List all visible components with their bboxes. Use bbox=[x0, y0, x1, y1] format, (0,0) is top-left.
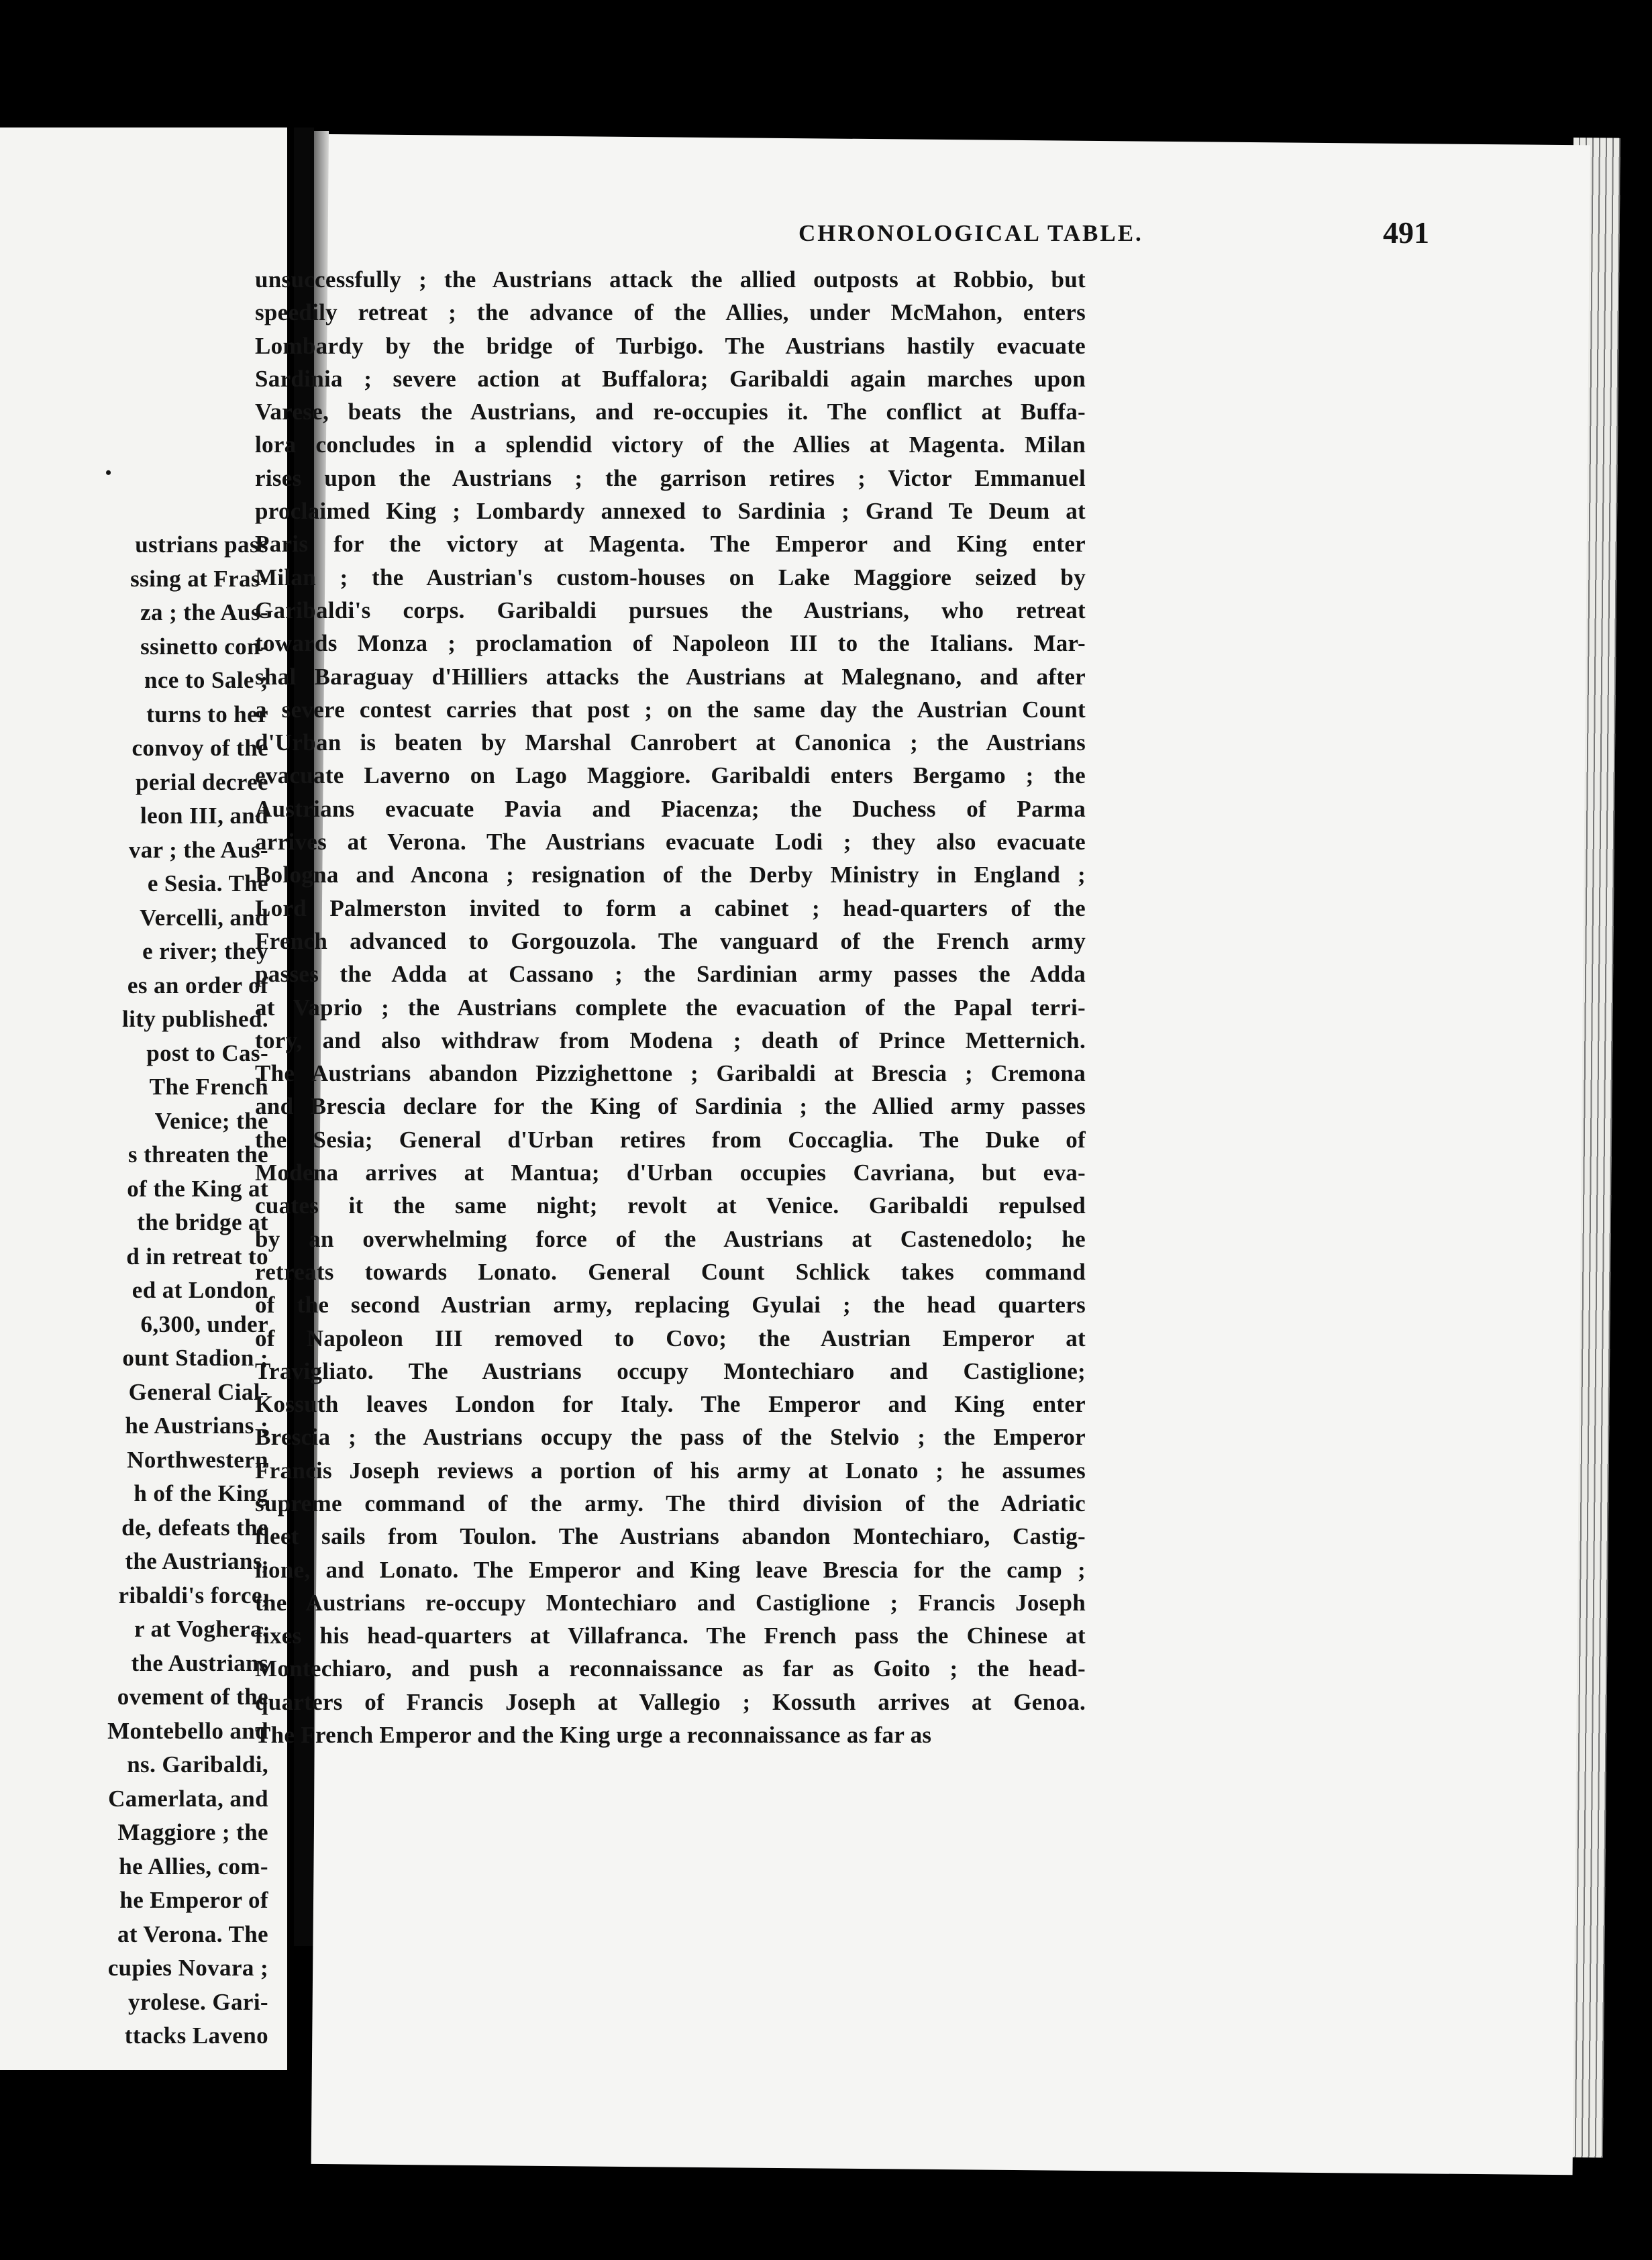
text-line: r at Voghera. bbox=[134, 1616, 268, 1642]
text-line: es an order of bbox=[127, 972, 268, 998]
text-line: ount Stadion ; bbox=[122, 1345, 268, 1371]
text-line: and Brescia declare for the King of Sardinia ; the Allied army passes bbox=[255, 1093, 1086, 1120]
text-line: Milan ; the Austrian's custom-houses on Lake Maggiore seized by bbox=[255, 564, 1086, 590]
text-line: Paris for the victory at Magenta. The Emperor and King enter bbox=[255, 531, 1086, 558]
text-line: The Austrians abandon Pizzighettone ; Garibaldi at Brescia ; Cremona bbox=[255, 1060, 1086, 1087]
text-line: Brescia ; the Austrians occupy the pass of the Stelvio ; the Emperor bbox=[255, 1424, 1086, 1451]
text-line: the bridge at bbox=[137, 1209, 268, 1235]
text-line: he Allies, com- bbox=[119, 1853, 268, 1880]
text-line: s threaten the bbox=[127, 1141, 268, 1168]
page-number: 491 bbox=[1383, 215, 1429, 250]
text-line: supreme command of the army. The third division of the Adriatic bbox=[255, 1490, 1086, 1517]
text-line: Camerlata, and bbox=[108, 1785, 268, 1812]
text-line: Lord Palmerston invited to form a cabinet ; head-quarters of the bbox=[255, 894, 1086, 921]
text-line: The French bbox=[149, 1074, 268, 1100]
text-line: the Austrians, bbox=[125, 1548, 268, 1574]
text-line: he Emperor of bbox=[119, 1887, 268, 1913]
text-line: by an overwhelming force of the Austrians at Castenedolo; he bbox=[255, 1225, 1086, 1252]
left-page-marker: • bbox=[105, 463, 112, 482]
text-line: cuates it the same night; revolt at Venice. Garibaldi repulsed bbox=[255, 1192, 1086, 1219]
text-line: towards Monza ; proclamation of Napoleon III to the Italians. Mar- bbox=[255, 630, 1086, 657]
text-line: unsuccessfully ; the Austrians attack the allied outposts at Robbio, but bbox=[255, 266, 1086, 293]
text-line: at Verona. The bbox=[117, 1920, 268, 1947]
text-line: turns to her bbox=[146, 701, 268, 727]
text-line: The French Emperor and the King urge a reconnaissance as far as bbox=[255, 1722, 932, 1749]
text-line: Montebello and bbox=[107, 1717, 268, 1744]
text-line: ssinetto con- bbox=[140, 633, 268, 660]
left-page-text bbox=[0, 528, 268, 2053]
text-line: the Austrians bbox=[131, 1649, 268, 1676]
text-line: the Sesia; General d'Urban retires from Coccaglia. The Duke of bbox=[255, 1126, 1086, 1153]
text-line: post to Cas- bbox=[146, 1039, 268, 1066]
text-line: Austrians evacuate Pavia and Piacenza; the Duchess of Parma bbox=[255, 795, 1086, 822]
text-line: Northwestern bbox=[127, 1446, 268, 1473]
text-line: 6,300, under bbox=[140, 1311, 268, 1337]
text-line: Travigliato. The Austrians occupy Montechiaro and Castiglione; bbox=[255, 1357, 1086, 1384]
text-line: d in retreat to bbox=[126, 1243, 268, 1270]
text-line: shal Baraguay d'Hilliers attacks the Austrians at Malegnano, and after bbox=[255, 663, 1086, 690]
text-line: French advanced to Gorgouzola. The vanguard of the French army bbox=[255, 927, 1086, 954]
text-line: Montechiaro, and push a reconnaissance as far as Goito ; the head- bbox=[255, 1655, 1086, 1682]
text-line: ttacks Laveno bbox=[124, 2022, 268, 2049]
text-line: ns. Garibaldi, bbox=[127, 1751, 268, 1778]
text-line: convoy of the bbox=[132, 735, 268, 761]
text-line: cupies Novara ; bbox=[107, 1955, 268, 1981]
text-line: e river; they bbox=[142, 938, 268, 964]
text-line: Bologna and Ancona ; resignation of the Derby Ministry in England ; bbox=[255, 862, 1086, 888]
text-line: of the King at bbox=[127, 1175, 268, 1202]
text-line: Maggiore ; the bbox=[117, 1819, 268, 1845]
text-line: d'Urban is beaten by Marshal Canrobert at Canonica ; the Austrians bbox=[255, 729, 1086, 756]
text-line: nce to Sale ; bbox=[144, 667, 268, 693]
text-line: lity published. bbox=[121, 1006, 268, 1032]
text-line: Garibaldi's corps. Garibaldi pursues the Austrians, who retreat bbox=[255, 597, 1086, 623]
text-line: quarters of Francis Joseph at Vallegio ; Kossuth arrives at Genoa. bbox=[255, 1688, 1086, 1715]
text-line: rises upon the Austrians ; the garrison retires ; Victor Emmanuel bbox=[255, 464, 1086, 491]
text-line: za ; the Aus- bbox=[140, 599, 268, 625]
text-line: fixes his head-quarters at Villafranca. The French pass the Chinese at bbox=[255, 1623, 1086, 1649]
text-line: the Austrians re-occupy Montechiaro and Castiglione ; Francis Joseph bbox=[255, 1589, 1086, 1616]
text-line: lione, and Lonato. The Emperor and King leave Brescia for the camp ; bbox=[255, 1556, 1086, 1583]
text-line: ribaldi's force, bbox=[118, 1582, 268, 1608]
left-page bbox=[0, 127, 287, 2070]
text-line: Modena arrives at Mantua; d'Urban occupies Cavriana, but eva- bbox=[255, 1160, 1086, 1186]
text-line: ustrians pass bbox=[135, 531, 268, 558]
text-line: fleet sails from Toulon. The Austrians abandon Montechiaro, Castig- bbox=[255, 1523, 1086, 1550]
text-line: ovement of the bbox=[117, 1684, 268, 1710]
text-line: of Napoleon III removed to Covo; the Austrian Emperor at bbox=[255, 1325, 1086, 1351]
text-line: General Cial- bbox=[128, 1378, 268, 1405]
text-line: at Vaprio ; the Austrians complete the evacuation of the Papal terri- bbox=[255, 994, 1086, 1021]
text-line: Varese, beats the Austrians, and re-occupies it. The conflict at Buffa- bbox=[255, 399, 1086, 425]
text-line: Francis Joseph reviews a portion of his army at Lonato ; he assumes bbox=[255, 1457, 1086, 1484]
text-line: passes the Adda at Cassano ; the Sardinian army passes the Adda bbox=[255, 961, 1086, 988]
text-line: lora concludes in a splendid victory of the Allies at Magenta. Milan bbox=[255, 431, 1086, 458]
text-line: speedily retreat ; the advance of the Allies, under McMahon, enters bbox=[255, 299, 1086, 326]
text-line: perial decree bbox=[136, 768, 268, 795]
text-line: e Sesia. The bbox=[147, 870, 268, 896]
text-line: a severe contest carries that post ; on the same day the Austrian Count bbox=[255, 696, 1086, 723]
text-line: ssing at Fras- bbox=[130, 565, 268, 592]
text-line: of the second Austrian army, replacing Gyulai ; the head quarters bbox=[255, 1292, 1086, 1319]
text-line: Sardinia ; severe action at Buffalora; Garibaldi again marches upon bbox=[255, 365, 1086, 392]
text-line: h of the King bbox=[134, 1480, 268, 1506]
text-line: var ; the Aus- bbox=[128, 836, 268, 863]
text-line: Vercelli, and bbox=[140, 904, 268, 931]
text-line: leon III, and bbox=[140, 803, 268, 829]
right-page-body-text bbox=[255, 263, 1086, 1751]
running-head bbox=[470, 215, 1429, 262]
text-line: Lombardy by the bridge of Turbigo. The Austrians hastily evacuate bbox=[255, 332, 1086, 359]
text-line: retreats towards Lonato. General Count Schlick takes command bbox=[255, 1258, 1086, 1285]
header-title: CHRONOLOGICAL TABLE. bbox=[798, 220, 1143, 246]
text-line: Kossuth leaves London for Italy. The Emperor and King enter bbox=[255, 1391, 1086, 1418]
text-line: yrolese. Gari- bbox=[127, 1988, 268, 2015]
text-line: tory, and also withdraw from Modena ; death of Prince Metternich. bbox=[255, 1027, 1086, 1054]
text-line: arrives at Verona. The Austrians evacuate Lodi ; they also evacuate bbox=[255, 829, 1086, 856]
text-line: ed at London bbox=[132, 1277, 268, 1303]
text-line: evacuate Laverno on Lago Maggiore. Garibaldi enters Bergamo ; the bbox=[255, 762, 1086, 789]
text-line: he Austrians ; bbox=[125, 1412, 268, 1439]
text-line: Venice; the bbox=[154, 1107, 268, 1134]
text-line: de, defeats the bbox=[121, 1514, 268, 1541]
text-line: proclaimed King ; Lombardy annexed to Sardinia ; Grand Te Deum at bbox=[255, 498, 1086, 525]
